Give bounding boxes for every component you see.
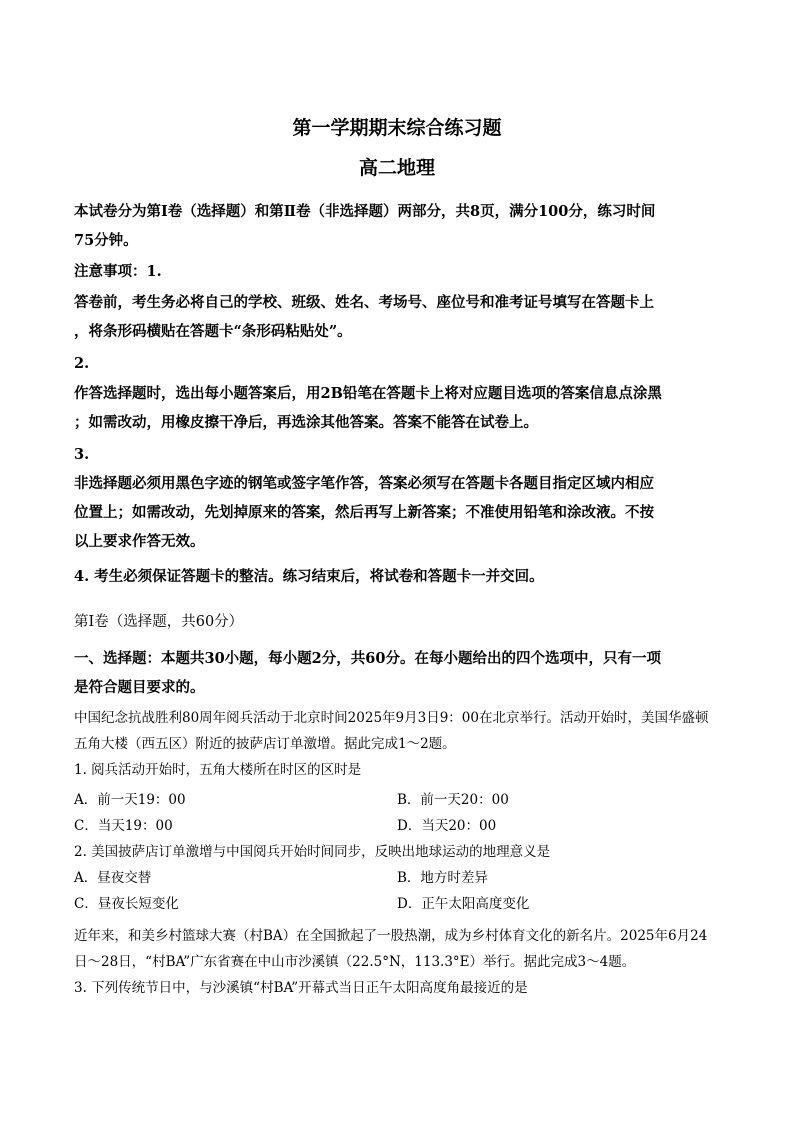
note-line: 以上要求作答无效。 bbox=[74, 533, 205, 550]
question-1-options bbox=[74, 787, 724, 917]
part-instructions bbox=[74, 644, 724, 702]
exam-title: 第一学期期末综合练习题 bbox=[292, 117, 502, 139]
intro-line: 本试卷分为第Ⅰ卷（选择题）和第Ⅱ卷（非选择题）两部分，共8页，满分100分，练习时间 bbox=[74, 203, 656, 220]
note-1 bbox=[74, 288, 724, 346]
option-a: A．昼夜交替 bbox=[74, 870, 152, 886]
option-c: C．当天19：00 bbox=[74, 818, 173, 834]
passage-line: 五角大楼（西五区）附近的披萨店订单激增。据此完成1～2题。 bbox=[74, 736, 456, 752]
option-d: D．正午太阳高度变化 bbox=[397, 896, 530, 912]
note-3-number: 3. bbox=[74, 446, 90, 463]
passage-line: 近年来，和美乡村篮球大赛（村BA）在全国掀起了一股热潮，成为乡村体育文化的新名片。2025年6月24 bbox=[74, 928, 708, 944]
question-stem: 3. 下列传统节日中，与沙溪镇“村BA”开幕式当日正午太阳高度角最接近的是 bbox=[74, 980, 528, 996]
note-line: ；如需改动，用橡皮擦干净后，再选涂其他答案。答案不能答在试卷上。 bbox=[74, 414, 538, 431]
note-2 bbox=[74, 379, 724, 437]
passage-line: 日～28日，“村BA”广东省赛在中山市沙溪镇（22.5°N，113.3°E）举行。据此完成3～4题。 bbox=[74, 954, 636, 970]
note-line: 作答选择题时，选出每小题答案后，用2B铅笔在答题卡上将对应题目选项的答案信息点涂黑 bbox=[74, 385, 662, 402]
option-c: C．昼夜长短变化 bbox=[74, 896, 179, 912]
passage-2 bbox=[74, 923, 724, 1001]
question-stem: 1. 阅兵活动开始时，五角大楼所在时区的区时是 bbox=[74, 762, 362, 778]
section-heading: 第Ⅰ卷（选择题，共60分） bbox=[74, 614, 244, 630]
note-line: 位置上；如需改动，先划掉原来的答案，然后再写上新答案；不准使用铅笔和涂改液。不按 bbox=[74, 504, 654, 521]
option-b: B．前一天20：00 bbox=[397, 792, 509, 808]
option-a: A．前一天19：00 bbox=[74, 792, 186, 808]
note-line: 非选择题必须用黑色字迹的钢笔或签字笔作答，答案必须写在答题卡各题目指定区域内相应 bbox=[74, 475, 654, 492]
note-2-number: 2. bbox=[74, 355, 90, 372]
intro-line: 75分钟。 bbox=[74, 232, 138, 249]
intro-paragraph bbox=[74, 197, 724, 255]
exam-subject: 高二地理 bbox=[358, 157, 435, 179]
passage-1 bbox=[74, 705, 724, 783]
option-b: B．地方时差异 bbox=[397, 870, 488, 886]
part-line: 是符合题目要求的。 bbox=[74, 679, 205, 696]
passage-line: 中国纪念抗战胜利80周年阅兵活动于北京时间2025年9月3日9：00在北京举行。活动开始时，美国华盛顿 bbox=[74, 710, 709, 726]
note-3 bbox=[74, 469, 724, 556]
option-d: D．当天20：00 bbox=[397, 818, 497, 834]
note-4: 4. 考生必须保证答题卡的整洁。练习结束后，将试卷和答题卡一并交回。 bbox=[74, 568, 544, 585]
part-line: 一、选择题：本题共30小题，每小题2分，共60分。在每小题给出的四个选项中，只有一项 bbox=[74, 650, 661, 667]
notes-header: 注意事项：1. bbox=[74, 263, 162, 280]
note-line: 答卷前，考生务必将自己的学校、班级、姓名、考场号、座位号和准考证号填写在答题卡上 bbox=[74, 294, 654, 311]
note-line: ，将条形码横贴在答题卡“条形码粘贴处”。 bbox=[74, 323, 352, 340]
question-stem: 2. 美国披萨店订单激增与中国阅兵开始时间同步，反映出地球运动的地理意义是 bbox=[74, 844, 551, 860]
